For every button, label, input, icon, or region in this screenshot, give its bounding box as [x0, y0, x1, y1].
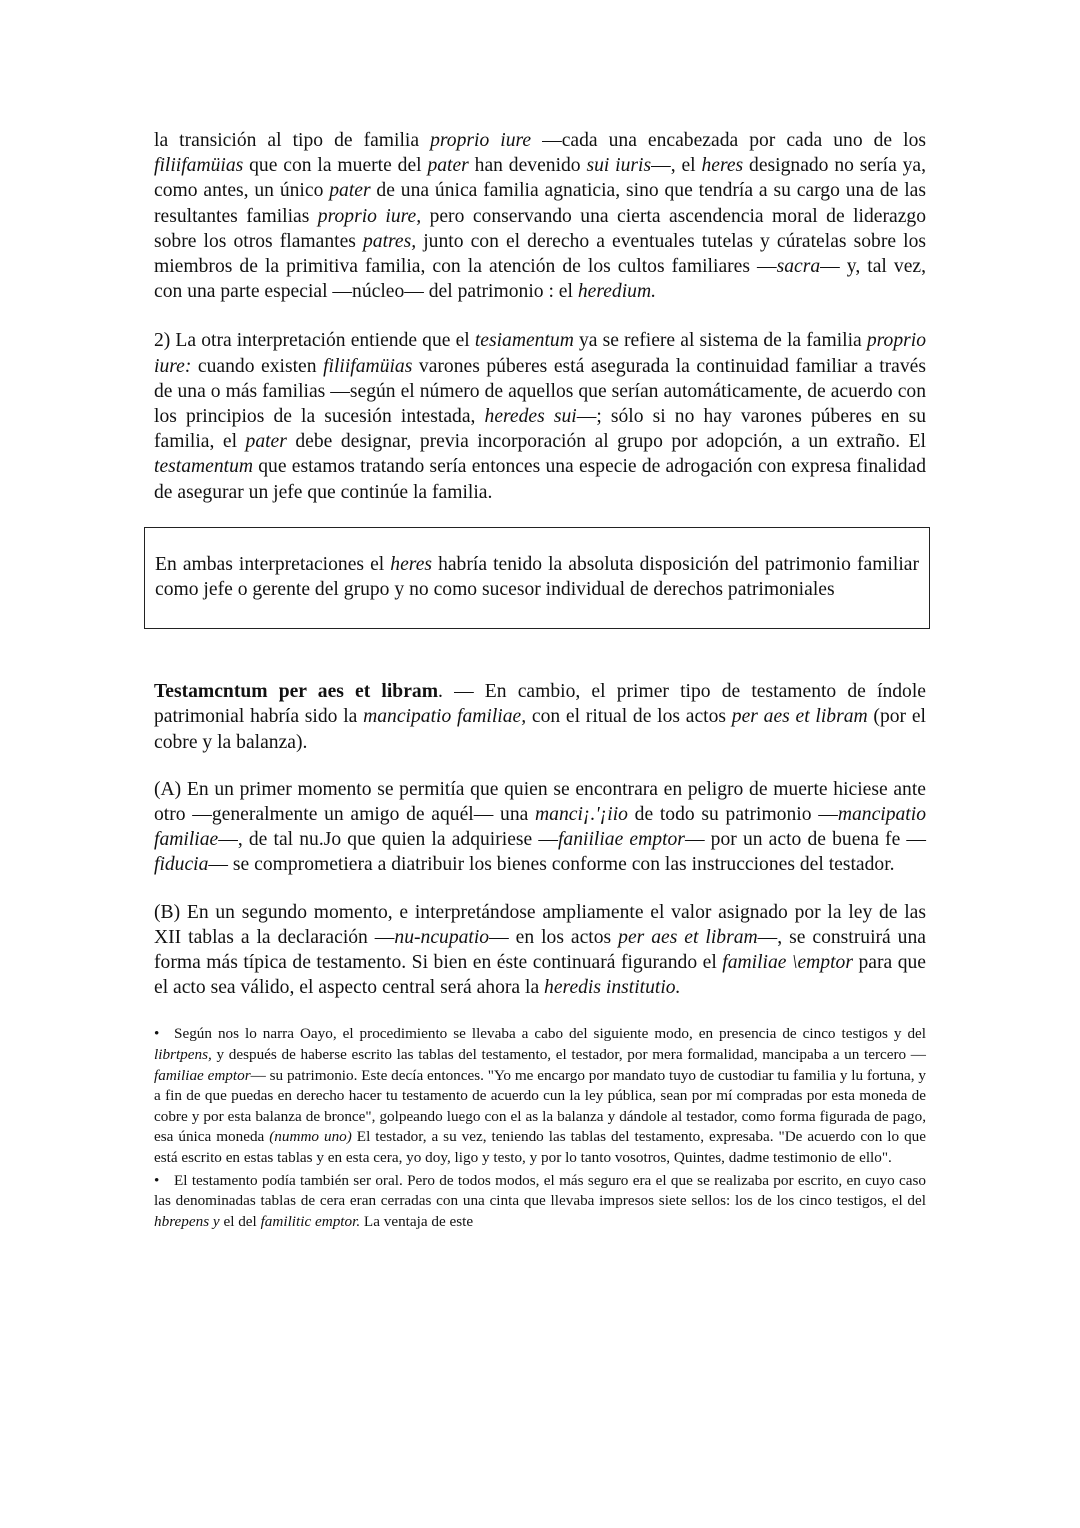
italic-term: pater	[427, 155, 469, 177]
text-run: El testamento podía también ser oral. Pero de todos modos, el más seguro era el que se realizaba por escrito, en cuyo caso las denominadas tablas de cera eran cerradas con una cinta que llevaba impresos siete sellos: los de los cinco testigos, el del	[154, 1171, 926, 1210]
italic-term: tesiamentum	[474, 330, 574, 352]
italic-term: per aes et libram	[618, 926, 758, 948]
italic-term: filiifamüias	[323, 355, 413, 377]
italic-term: pater	[245, 431, 287, 453]
italic-term: heres	[390, 553, 433, 575]
text-run: El testador, a su vez, teniendo las tablas del testamento, expresaba. "De acuerdo con lo que está escrito en estas tablas y en esta cera, yo doy, ligo y testo, y por lo tanto vosotros, Quintes, dadme testimonio de ello".	[154, 1128, 926, 1167]
text-run: habría tenido la absoluta disposición del patrimonio familiar como jefe o gerente del grupo y no como sucesor individual de derechos patrimoniales	[155, 553, 919, 601]
body-paragraph	[154, 900, 926, 1001]
text-run: varones púberes está asegurada la continuidad familiar a través de una o más familias —según el número de aquellos que serían automáticamente, de acuerdo con los principios de la sucesión intestada,	[154, 355, 926, 428]
text-run: la transición al tipo de familia	[154, 130, 431, 151]
text-run: designado no sería ya, como antes, un único	[154, 155, 927, 202]
italic-term: familiae emptor	[154, 1066, 251, 1084]
text-run: debe designar, previa incorporación al grupo por adopción, a un extraño. El	[286, 431, 927, 453]
text-run: el del	[219, 1212, 261, 1230]
italic-term: pater	[329, 180, 371, 202]
text-run: — se comprometiera a diatribuir los bienes conforme con las instrucciones del testador.	[208, 854, 895, 876]
section-paragraph	[154, 679, 926, 755]
text-run: — su patrimonio. Este decía entonces. "Yo me encargo por mandato tuyo de custodiar tu familia y lu fortuna, y a fin de que puedas en derecho hacer tu testamento de acuerdo cun la ley pública, sean por mí compradas por esta moneda de cobre y por esta balanza de bronce", golpeando luego con el as la balanza y dándole al testador, como forma figurada de pago, esa única moneda	[154, 1066, 926, 1146]
italic-term: familiae \emptor	[722, 952, 853, 974]
italic-term: sacra	[776, 256, 821, 278]
text-run: — en los actos	[489, 926, 619, 948]
text-run: (B) En un segundo momento, e interpretándose ampliamente el valor asignado por la ley de las XII tablas a la declaración —	[154, 901, 926, 948]
italic-term: librtpens,	[154, 1046, 212, 1064]
text-run: En ambas interpretaciones el	[155, 553, 391, 575]
text-run: (A) En un primer momento se permitía que quien se encontrara en peligro de muerte hiciese ante otro —generalmente un amigo de aquél— una	[154, 778, 926, 826]
italic-term: sui iuris	[586, 155, 652, 177]
italic-term: mancipatio familiae,	[363, 706, 527, 728]
text-run: para que el acto sea válido, el aspecto central será ahora la	[154, 952, 926, 999]
text-run: y después de haberse escrito las tablas del testamento, el testador, por mera formalidad, mancipaba a un tercero —	[211, 1046, 926, 1064]
text-run: —, el	[651, 155, 702, 177]
text-run: La ventaja de este	[360, 1212, 474, 1230]
text-run: que con la muerte del	[243, 155, 428, 177]
italic-term: heres	[701, 155, 744, 177]
text-run: 2) La otra interpretación entiende que el	[154, 330, 475, 352]
text-run: ya se refiere al sistema de la familia	[573, 330, 867, 352]
text-run: —cada una encabezada por cada uno de los	[531, 130, 927, 151]
italic-term: hbrepens y	[154, 1212, 220, 1230]
text-run: de una única familia agnaticia, sino que tendría a su cargo una de las resultantes familias	[154, 180, 926, 227]
text-run: — por un acto de buena fe —	[684, 829, 927, 851]
italic-term: mancipatio familiae	[154, 804, 926, 851]
italic-term: heredes sui	[484, 406, 577, 428]
boxed-note	[144, 527, 930, 629]
text-run: (por el cobre y la balanza).	[154, 706, 926, 753]
body-paragraph	[154, 777, 926, 878]
bullet-icon: •	[154, 1171, 160, 1189]
text-run: —, se construirá una forma más típica de testamento. Si bien en éste continuará figurando el	[154, 926, 926, 974]
italic-term: proprio iure,	[317, 205, 422, 227]
text-run: Según nos lo narra Oayo, el procedimiento se llevaba a cabo del siguiente modo, en presencia de cinco testigos y del	[174, 1025, 926, 1043]
boxed-note-text	[155, 552, 919, 602]
italic-term: patres,	[362, 230, 417, 252]
text-run: — y, tal vez, con una parte especial —núcleo— del patrimonio : el	[154, 256, 926, 303]
bullet-icon: •	[154, 1025, 160, 1043]
body-paragraph	[154, 128, 926, 304]
document-page	[154, 128, 926, 1232]
italic-term: fiducia	[154, 854, 209, 876]
text-run: junto con el derecho a eventuales tutelas y cúratelas sobre los miembros de la primitiva familia, con la atención de los cultos familiares —	[154, 230, 926, 278]
text-run: de todo su patrimonio —	[627, 804, 838, 826]
italic-term: familitic emptor.	[260, 1212, 361, 1230]
text-run: con el ritual de los actos	[526, 706, 732, 728]
text-run: pero conservando una cierta ascendencia moral de liderazgo sobre los otros flamantes	[154, 205, 926, 252]
text-run: han devenido	[468, 155, 587, 177]
italic-term: heredis institutio.	[544, 977, 681, 999]
text-run: —; sólo si no hay varones púberes en su familia, el	[154, 406, 927, 453]
footnote	[154, 1024, 926, 1168]
italic-term: manci¡.'¡iio	[535, 804, 628, 826]
italic-term: filiifamüias	[154, 155, 244, 177]
italic-term: per aes et libram	[731, 706, 868, 728]
section-heading: Testamcntum per aes et libram	[154, 681, 439, 703]
italic-term: heredium.	[577, 281, 657, 303]
italic-term: faniiliae emptor	[557, 829, 685, 851]
italic-term: proprio iure	[430, 130, 532, 151]
italic-term: nu-ncupatio	[394, 926, 490, 948]
text-run: . — En cambio, el primer tipo de testamento de índole patrimonial habría sido la	[154, 681, 926, 728]
text-run: —, de tal nu.Jo que quien la adquiriese —	[218, 829, 558, 851]
body-paragraph	[154, 328, 926, 504]
italic-term: testamentum	[154, 456, 254, 478]
text-run: cuando existen	[191, 355, 324, 377]
text-run: que estamos tratando sería entonces una especie de adrogación con expresa finalidad de asegurar un jefe que continúe la familia.	[154, 456, 926, 503]
italic-term: (nummo uno)	[269, 1128, 352, 1146]
italic-term: proprio iure:	[154, 330, 926, 377]
footnote	[154, 1171, 926, 1233]
